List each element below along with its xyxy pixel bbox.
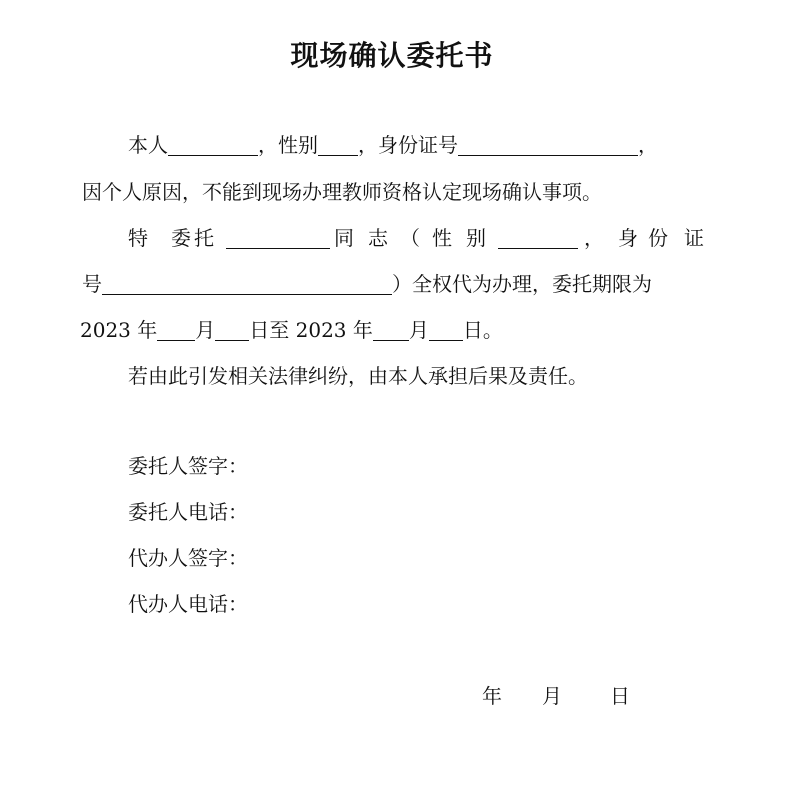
char-fen: 份 — [648, 226, 668, 250]
year1-text: 2023 年 — [80, 318, 158, 342]
para1-line2: 因个人原因，不能到现场办理教师资格认定现场确认事项。 — [82, 180, 602, 204]
char-tong: 同 — [334, 226, 354, 250]
month2-text: 月 — [408, 318, 429, 342]
document-title: 现场确认委托书 — [290, 39, 494, 72]
date-year: 年 — [482, 684, 502, 708]
char-paren-open: （ — [400, 226, 420, 250]
para1-line1 — [128, 131, 658, 159]
agent-idcard-blank[interactable] — [102, 272, 392, 295]
char-tuo: 托 — [194, 226, 214, 250]
char-bie: 别 — [466, 226, 486, 250]
char-zhi: 志 — [368, 226, 388, 250]
para2-line2 — [82, 270, 652, 298]
month1-text: 月 — [195, 318, 216, 342]
para2-rest: ）全权代为办理，委托期限为 — [392, 272, 652, 296]
client-phone-label: 委托人电话： — [128, 500, 248, 524]
day2-text: 日。 — [462, 318, 503, 342]
char-hao: 号 — [82, 272, 102, 296]
agent-gender-blank[interactable] — [498, 226, 578, 249]
para3: 若由此引发相关法律纠纷，由本人承担后果及责任。 — [128, 364, 588, 388]
idcard-blank[interactable] — [458, 133, 638, 156]
day1-blank[interactable] — [215, 318, 249, 341]
char-wei: 委 — [171, 226, 191, 250]
gender-label: ，性别 — [258, 133, 318, 157]
date-month: 月 — [542, 684, 562, 708]
idcard-label: ，身份证号 — [358, 133, 458, 157]
char-xing: 性 — [432, 226, 452, 250]
para2-line3 — [80, 316, 503, 344]
agent-phone-label: 代办人电话： — [128, 592, 248, 616]
date-day: 日 — [610, 684, 630, 708]
name-blank[interactable] — [168, 133, 258, 156]
gender-blank[interactable] — [318, 133, 358, 156]
client-sign-label: 委托人签字： — [128, 454, 248, 478]
char-shen: 身 — [618, 226, 638, 250]
agent-name-blank[interactable] — [226, 226, 330, 249]
agent-sign-label: 代办人签字： — [128, 546, 248, 570]
month2-blank[interactable] — [373, 318, 409, 341]
char-zheng: 证 — [684, 226, 704, 250]
month1-blank[interactable] — [157, 318, 195, 341]
char-te: 特 — [128, 226, 148, 250]
day2-blank[interactable] — [429, 318, 463, 341]
comma-1: ， — [638, 133, 658, 157]
benren-label: 本人 — [128, 133, 168, 157]
day1-to-text: 日至 2023 年 — [249, 318, 373, 342]
char-comma: ， — [584, 226, 604, 250]
